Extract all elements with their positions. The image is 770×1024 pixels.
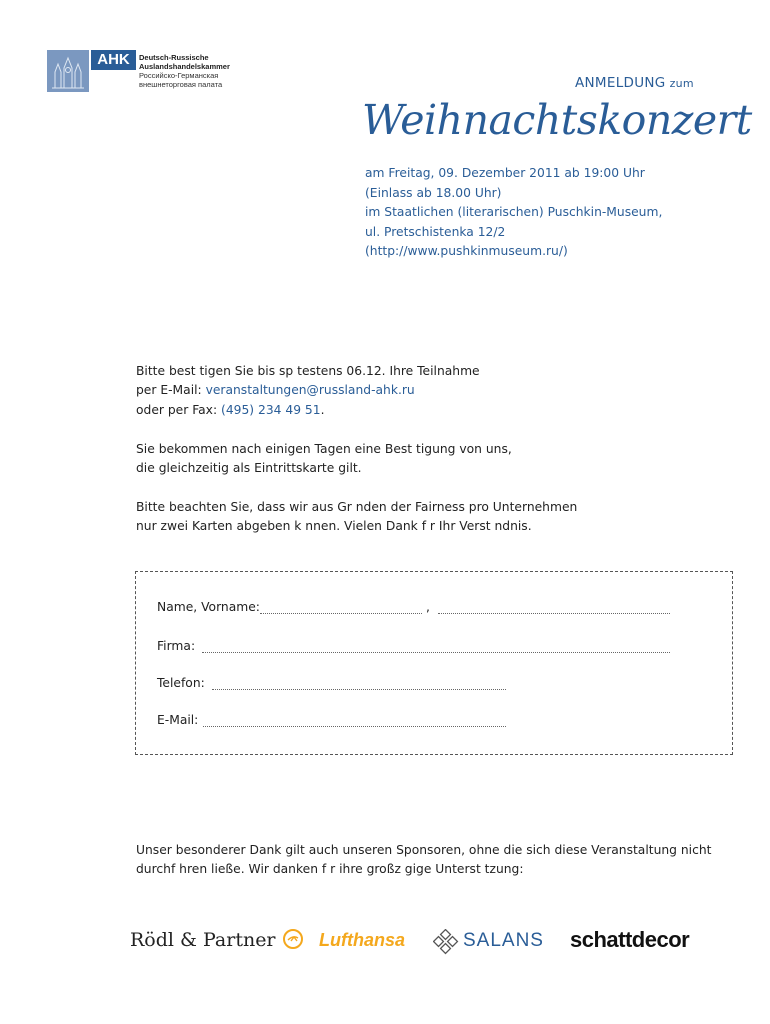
- company-field[interactable]: [202, 652, 670, 653]
- registration-form-box: [135, 571, 733, 755]
- phone-label: Telefon:: [157, 676, 205, 690]
- confirmation-text-line2: die gleichzeitig als Eintrittskarte gilt.: [136, 461, 362, 475]
- logo-line-de-1: Deutsch-Russische: [139, 53, 209, 62]
- salans-diamond-icon: [433, 929, 459, 955]
- event-admission: (Einlass ab 18.00 Uhr): [365, 186, 502, 200]
- lufthansa-crane-icon: [283, 929, 303, 949]
- name-label: Name, Vorname:: [157, 600, 260, 614]
- confirm-text-line1: Bitte best tigen Sie bis sp testens 06.12. Ihre Teilnahme: [136, 364, 480, 378]
- sponsor-thanks-line1: Unser besonderer Dank gilt auch unseren Sponsoren, ohne die sich diese Veranstaltung nicht: [136, 843, 712, 857]
- ahk-logo: [47, 50, 232, 92]
- logo-line-ru-2: внешнеторговая палата: [139, 80, 223, 89]
- contact-email-link[interactable]: veranstaltungen@russland-ahk.ru: [205, 383, 415, 397]
- phone-field[interactable]: [212, 689, 506, 690]
- first-name-field[interactable]: [438, 613, 670, 614]
- confirm-fax-line: [136, 401, 325, 421]
- schattdecor-logo: schattdecor: [570, 927, 690, 952]
- company-label: Firma:: [157, 639, 196, 653]
- anmeldung-label: ANMELDUNG: [575, 75, 666, 91]
- fax-suffix: .: [320, 403, 325, 417]
- event-date: am Freitag, 09. Dezember 2011 ab 19:00 Uhr: [365, 166, 645, 180]
- email-prefix: per E-Mail:: [136, 383, 206, 397]
- lufthansa-logo: Lufthansa: [319, 930, 406, 950]
- registration-heading: [575, 75, 694, 91]
- confirm-email-line: [136, 381, 415, 401]
- confirmation-text-line1: Sie bekommen nach einigen Tagen eine Best tigung von uns,: [136, 442, 512, 456]
- roedl-partner-logo: Rödl & Partner: [130, 929, 276, 951]
- logo-abbreviation: AHK: [91, 50, 136, 70]
- salans-logo: SALANS: [463, 930, 544, 951]
- sponsor-logos: [130, 925, 720, 961]
- sponsor-thanks-line2: durchf hren ließe. Wir danken f r ihre großz gige Unterst tzung:: [136, 862, 524, 876]
- fairness-text-line2: nur zwei Karten abgeben k nnen. Vielen Dank f r Ihr Verst ndnis.: [136, 519, 532, 533]
- fairness-text-line1: Bitte beachten Sie, dass wir aus Gr nden der Fairness pro Unternehmen: [136, 500, 578, 514]
- event-address: ul. Pretschistenka 12/2: [365, 225, 506, 239]
- zum-label: zum: [669, 77, 694, 90]
- event-website-link[interactable]: (http://www.pushkinmuseum.ru/): [365, 244, 568, 258]
- logo-line-ru-1: Российско-Германская: [139, 71, 219, 80]
- name-field[interactable]: [260, 613, 422, 614]
- event-title: Weihnachtskonzert: [362, 96, 752, 144]
- contact-fax-number: (495) 234 49 51: [221, 403, 321, 417]
- event-venue: im Staatlichen (literarischen) Puschkin-Museum,: [365, 205, 663, 219]
- name-separator: ,: [426, 600, 430, 614]
- kremlin-building-icon: [47, 50, 89, 92]
- fax-prefix: oder per Fax:: [136, 403, 222, 417]
- email-label: E-Mail:: [157, 713, 199, 727]
- email-field[interactable]: [203, 726, 506, 727]
- logo-line-de-2: Auslandshandelskammer: [139, 62, 230, 71]
